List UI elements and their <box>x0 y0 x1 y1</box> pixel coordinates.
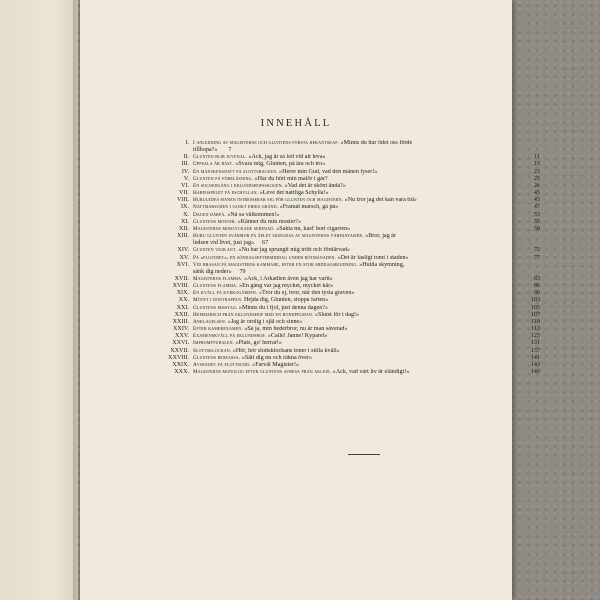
toc-entry <box>160 305 540 312</box>
entry-number: XXV. <box>175 333 189 340</box>
entry-title <box>193 305 526 312</box>
entry-heading: Magisterns monolog efter gluntens avresa från akleje. <box>193 369 332 375</box>
entry-quote: »Bror, jag är <box>365 233 396 240</box>
entry-quote: »Hulda skymning, <box>359 261 405 268</box>
entry-quote: »Nå sa välkommen!» <box>227 211 280 218</box>
entry-page-number: 141 <box>530 354 540 361</box>
entry-quote: »Ack, vad vårt liv är eländigt!» <box>332 369 410 375</box>
entry-page-number: 25 <box>533 175 540 182</box>
entry-heading: Huru glunten svärmor på äplet skingras av magisterns vårfantasier. <box>193 233 364 240</box>
entry-number: XV. <box>179 254 189 261</box>
entry-quote: »Det är fasligt tomt i staden» <box>337 254 409 261</box>
toc-entry <box>160 154 540 161</box>
entry-heading: Slottsklockan. <box>193 347 232 354</box>
entry-number: XXVI. <box>172 340 189 347</box>
entry-page-number: 103 <box>530 297 540 304</box>
entry-quote: »Sakta nu, kast' bort cigarren» <box>276 225 351 232</box>
entry-title <box>193 319 526 326</box>
entry-number: XXIX. <box>172 361 189 368</box>
toc-entry <box>160 319 540 326</box>
entry-quote: »Ack, i Arkadien även jag har varit» <box>244 275 333 282</box>
entry-page-number: 55 <box>533 218 540 225</box>
entry-page-number: 110 <box>531 318 540 325</box>
entry-quote-continued: tillhopa?» <box>193 147 218 154</box>
entry-heading: Harpospelet på eschyllan. <box>193 190 259 197</box>
entry-number: XXVII. <box>170 347 189 354</box>
entry-number: III. <box>181 161 189 168</box>
entry-number: XVIII. <box>172 283 189 290</box>
entry-number: XII. <box>179 225 189 232</box>
entry-page-number: 45 <box>533 197 540 204</box>
entry-page-number: 47 <box>533 204 540 211</box>
entry-quote: »Tror du ej, bror, när den tysta graven» <box>258 290 355 297</box>
toc-entry <box>160 169 540 176</box>
entry-number: XXII. <box>174 311 189 318</box>
entry-title <box>193 212 526 219</box>
toc-entry <box>160 255 540 262</box>
entry-title <box>193 226 526 233</box>
toc-entry <box>160 233 540 247</box>
entry-title <box>193 326 526 333</box>
entry-number: IX. <box>181 204 189 211</box>
entry-number: V. <box>183 175 189 182</box>
entry-page-number: 79 <box>239 268 246 275</box>
entry-number: XXIV. <box>173 326 189 333</box>
entry-number: X. <box>183 211 189 218</box>
entry-quote: »Minns du hur ödet oss förde <box>340 140 413 146</box>
entry-heading: Impromptubalen. <box>193 340 235 347</box>
entry-number: XVI. <box>176 261 189 268</box>
entry-quote: »Framåt marsch, gå på» <box>279 204 339 211</box>
entry-quote: Hejda dig, Glunten, stoppa farten» <box>243 297 329 304</box>
entry-title <box>193 276 526 283</box>
entry-quote: »Nu har jag sprungit mig trött och fördärvad» <box>238 247 351 254</box>
entry-page-number: 149 <box>530 369 540 375</box>
entry-heading: Efter kamerexamen. <box>193 326 243 333</box>
toc-entry <box>160 283 540 290</box>
entry-title <box>193 190 526 197</box>
toc-entry <box>160 362 540 369</box>
entry-page-number: 83 <box>533 275 540 282</box>
entry-number: XXVIII. <box>168 354 189 361</box>
entry-number: XIV. <box>177 247 189 254</box>
entry-heading: Glunten vigilant. <box>193 247 237 254</box>
entry-quote: »Svara mig, Glunten, på ära och tro» <box>235 161 326 168</box>
entry-title <box>193 140 412 147</box>
toc-entry <box>160 176 540 183</box>
entry-page-number: 23 <box>533 168 540 175</box>
entry-heading: Dagen därpå. <box>193 211 226 218</box>
entry-heading: På »flustret», en söndagseftermiddag under rötmånaden. <box>193 254 337 261</box>
toc-entry <box>160 326 540 333</box>
entry-number: IV. <box>181 168 189 175</box>
toc-entry <box>160 204 540 211</box>
entry-number: XXI. <box>176 304 189 311</box>
entry-heading: Gluntens flamma. <box>193 283 238 290</box>
entry-heading: En månskensnatt på slottsbacken. <box>193 168 278 175</box>
entry-page-number: 53 <box>533 211 540 218</box>
entry-number: XIII. <box>176 233 189 240</box>
entry-heading: Gluntens reseassa. <box>193 354 241 361</box>
entry-quote: »Känner du min moster?» <box>237 218 302 225</box>
entry-quote: »Hör, hör slottsklockans toner i stilla kväll» <box>232 347 340 354</box>
toc-entry <box>160 340 540 347</box>
toc-entry <box>160 348 540 355</box>
entry-number: II. <box>183 154 189 161</box>
toc-entry <box>160 369 540 376</box>
entry-title <box>193 262 404 269</box>
entry-heading: Glunten blir juvenal. <box>193 154 247 161</box>
toc-entry <box>160 212 540 219</box>
entry-quote: »Farväl Magister!» <box>252 361 300 368</box>
toc-entry <box>160 183 540 190</box>
entry-page-number: 11 <box>534 154 540 161</box>
closing-rule <box>348 454 380 455</box>
entry-quote-continued: ledsen vid livet, just jag» <box>193 240 255 247</box>
entry-heading: Anklagelsen. <box>193 318 227 325</box>
entry-heading: Huruledes månen intresserar sig för glunten och magistern. <box>193 197 344 204</box>
toc-entry <box>160 219 540 226</box>
entry-page-number: 67 <box>262 240 269 247</box>
entry-page-number: 113 <box>531 326 540 333</box>
entry-heading: Mötet i dontrappan. <box>193 297 243 304</box>
toc-entry <box>160 290 540 297</box>
entry-heading: Hemmarsch från eklundshof med en bondpelman. <box>193 311 314 318</box>
toc-entry <box>160 297 540 304</box>
entry-title <box>193 297 526 304</box>
entry-page-number: 137 <box>530 347 540 354</box>
entry-page-number: 125 <box>530 333 540 340</box>
entry-number: VIII. <box>176 197 189 204</box>
entry-heading: En kväll på kyrkogården. <box>193 290 258 297</box>
entry-quote: »Nu tror jag det kan vara tid» <box>344 197 417 204</box>
entry-number: XI. <box>181 218 189 225</box>
entry-number: I. <box>185 140 189 146</box>
entry-page-number: 107 <box>530 311 540 318</box>
toc-entry <box>160 276 540 283</box>
entry-number: XXIII. <box>172 318 189 325</box>
entry-page-number: 86 <box>533 283 540 290</box>
toc-entry <box>160 190 540 197</box>
entry-title <box>193 312 526 319</box>
entry-number: VII. <box>179 190 189 197</box>
entry-quote: »Minns du i fjol, just denna dagen?» <box>238 304 329 311</box>
entry-quote: »Slutst för i dag!» <box>314 311 360 318</box>
entry-page-number: 45 <box>533 190 540 197</box>
entry-page-number: 131 <box>530 340 540 347</box>
entry-quote: »Så ja, min hederbror, nu är man såverad» <box>244 326 348 333</box>
entry-heading: Magisterns flamma. <box>193 275 243 282</box>
left-page <box>0 0 78 600</box>
entry-page-number: 7 <box>228 147 232 154</box>
entry-page-number: 77 <box>533 254 540 261</box>
entry-heading: Glunten på föreläsning. <box>193 175 253 182</box>
entry-quote: »Vad det är skönt ändå?» <box>284 182 346 189</box>
toc-entry <box>160 247 540 254</box>
entry-title <box>193 369 526 376</box>
entry-title <box>193 204 526 211</box>
entry-heading: Examenskväll på eklundshof. <box>193 333 267 340</box>
entry-title <box>193 161 526 168</box>
entry-number: VI. <box>181 182 189 189</box>
entry-page-number: 26 <box>533 182 540 189</box>
entry-quote: »Ack, jag är så led vid att leva» <box>248 154 326 161</box>
entry-heading: Nattmarschen i sankt eriks gränd. <box>193 204 279 211</box>
entry-title <box>193 219 526 226</box>
toc-entry <box>160 197 540 204</box>
entry-title <box>193 255 526 262</box>
entry-title <box>193 169 526 176</box>
entry-quote: »Herre min Gud, vad den månen lyser!» <box>279 168 378 175</box>
entry-number: XX. <box>178 297 189 304</box>
entry-title <box>193 197 526 204</box>
entry-title <box>193 154 526 161</box>
entry-title <box>193 333 526 340</box>
entry-quote: »Leve det nattliga Schylla!» <box>259 190 329 197</box>
entry-number: XIX. <box>176 290 189 297</box>
entry-number: XVII. <box>174 275 189 282</box>
toc-entry <box>160 262 540 276</box>
entry-quote: »Har du hört min malör i går? <box>254 175 328 182</box>
entry-title <box>193 340 526 347</box>
entry-page-number: 90 <box>533 290 540 297</box>
entry-page-number: 19 <box>533 161 540 168</box>
toc-entry <box>160 226 540 233</box>
entry-quote: »En gång var jag mycket, mycket kär» <box>239 283 334 290</box>
entry-page-number: 143 <box>530 361 540 368</box>
entry-heading: Avskedet på flottsund. <box>193 361 251 368</box>
toc-entry <box>160 161 540 168</box>
toc-entry <box>160 140 540 154</box>
toc-entry <box>160 312 540 319</box>
entry-heading: Gluntens misstag. <box>193 304 238 311</box>
toc-entry <box>160 333 540 340</box>
entry-title <box>193 362 526 369</box>
book-page <box>80 0 540 600</box>
entry-quote: »Sätt dig nu och räkna över» <box>241 354 313 361</box>
entry-quote-continued: sänk dig neder» <box>193 268 232 275</box>
entry-quote: »Plats, go' herrar!» <box>235 340 282 347</box>
entry-heading: Gluntens moster. <box>193 218 237 225</box>
entry-heading: Magisterns misslyckade serenad. <box>193 225 275 232</box>
page-title: INNEHÅLL <box>260 118 332 129</box>
entry-quote: »Jag är orolig i själ och sinne» <box>227 318 303 325</box>
table-of-contents <box>160 140 540 376</box>
toc-entry <box>160 355 540 362</box>
entry-title <box>193 290 526 297</box>
entry-heading: Vid brasan på magisterns kammare, efter en stor middagsbjudning. <box>193 261 358 268</box>
entry-title <box>193 355 526 362</box>
entry-title <box>193 348 526 355</box>
entry-title <box>193 176 526 183</box>
entry-heading: I anledning av magisterns och gluntens första bekantskap. <box>193 140 340 146</box>
entry-heading: Uppsala är bäst. <box>193 161 234 168</box>
entry-quote: »Calle! Janne! Kyparel» <box>267 333 328 340</box>
entry-title <box>193 183 526 190</box>
entry-title <box>193 283 526 290</box>
entry-number: XXX. <box>174 369 189 375</box>
entry-title <box>193 247 526 254</box>
entry-title <box>193 233 396 240</box>
entry-page-number: 58 <box>533 225 540 232</box>
entry-heading: En solnedgång i eklundshofsskogen. <box>193 182 284 189</box>
entry-page-number: 72 <box>533 247 540 254</box>
entry-page-number: 105 <box>530 304 540 311</box>
